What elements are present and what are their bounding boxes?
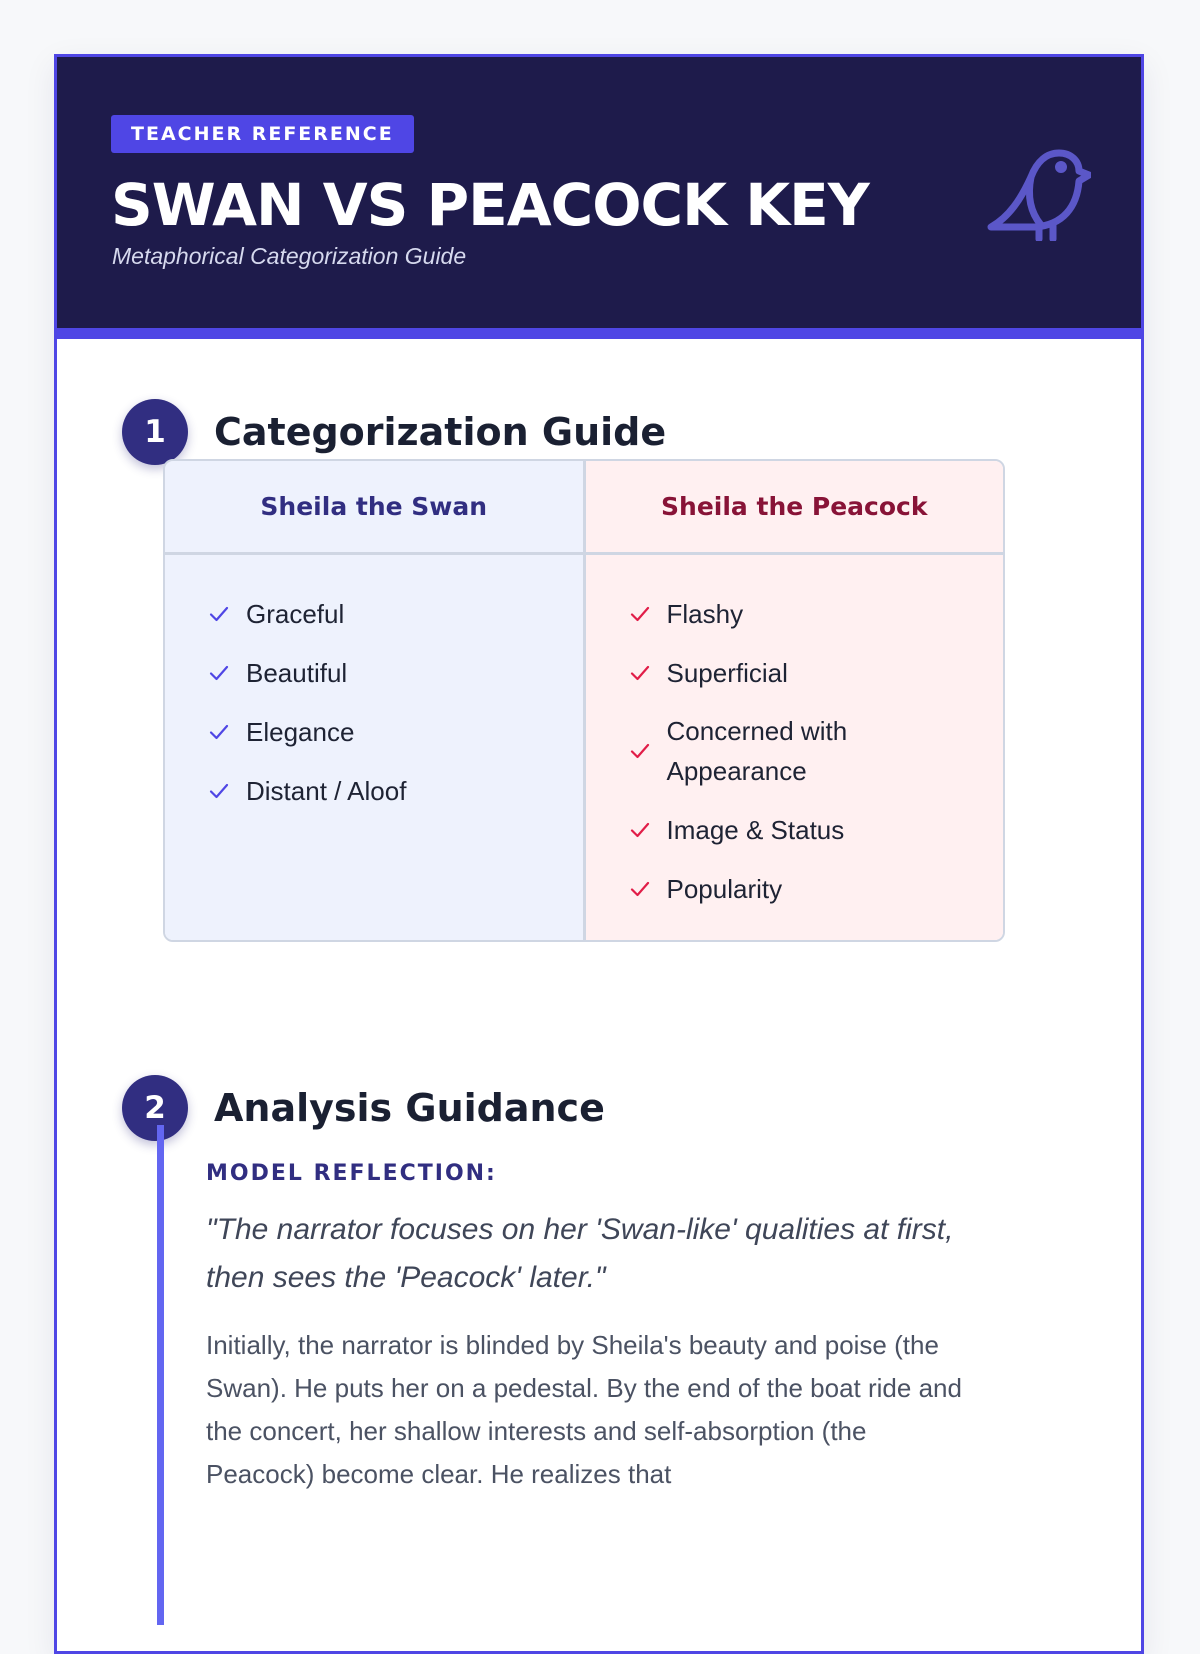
teacher-reference-badge: TEACHER REFERENCE [111,115,414,153]
check-icon [628,739,652,763]
list-item [207,593,583,634]
list-item [628,711,1004,791]
check-icon [628,602,652,626]
list-item [628,868,1004,909]
trait-label: Elegance [246,716,355,747]
list-item [207,652,583,693]
list-item [207,711,583,752]
trait-label: Superficial [666,657,788,688]
trait-label: Flashy [666,598,744,629]
header-banner [57,57,1141,339]
list-item [628,593,1004,634]
page-subtitle: Metaphorical Categorization Guide [112,243,467,269]
trait-label: Concerned with Appearance [666,716,848,786]
section-title-analysis: Analysis Guidance [214,1086,605,1130]
trait-label: Distant / Aloof [246,775,407,806]
check-icon [207,602,231,626]
peacock-column-heading: Sheila the Peacock [586,461,1004,555]
list-item [628,809,1004,850]
check-icon [628,661,652,685]
swan-column-heading: Sheila the Swan [165,461,583,555]
trait-label: Beautiful [246,657,348,688]
section-title-categorization: Categorization Guide [214,410,667,454]
trait-label: Image & Status [666,814,845,845]
list-item [207,770,583,811]
categorization-table [163,459,1005,942]
section-number-1: 1 [122,399,188,465]
check-icon [207,661,231,685]
peacock-traits-list [586,555,1004,909]
bird-icon [987,147,1091,241]
check-icon [207,779,231,803]
swan-traits-list [165,555,583,811]
reflection-quote: "The narrator focuses on her 'Swan-like' qualities at first, then sees the 'Peacock' later." [206,1213,954,1294]
section-number-2: 2 [122,1075,188,1141]
list-item [628,652,1004,693]
check-icon [207,720,231,744]
trait-label: Popularity [666,873,783,904]
peacock-column [586,461,1004,940]
swan-column [165,461,586,940]
check-icon [628,818,652,842]
page-title: SWAN VS PEACOCK KEY [111,171,869,239]
model-reflection-block [157,1125,1017,1625]
trait-label: Graceful [246,598,345,629]
check-icon [628,877,652,901]
model-reflection-label: MODEL REFLECTION: [206,1161,497,1186]
reflection-body: Initially, the narrator is blinded by Sheila's beauty and poise (the Swan). He puts her on a pedestal. By the end of the boat ride and the concert, her shallow interests and self-absorption (the Peacock) become clear. He realizes that [206,1330,962,1489]
